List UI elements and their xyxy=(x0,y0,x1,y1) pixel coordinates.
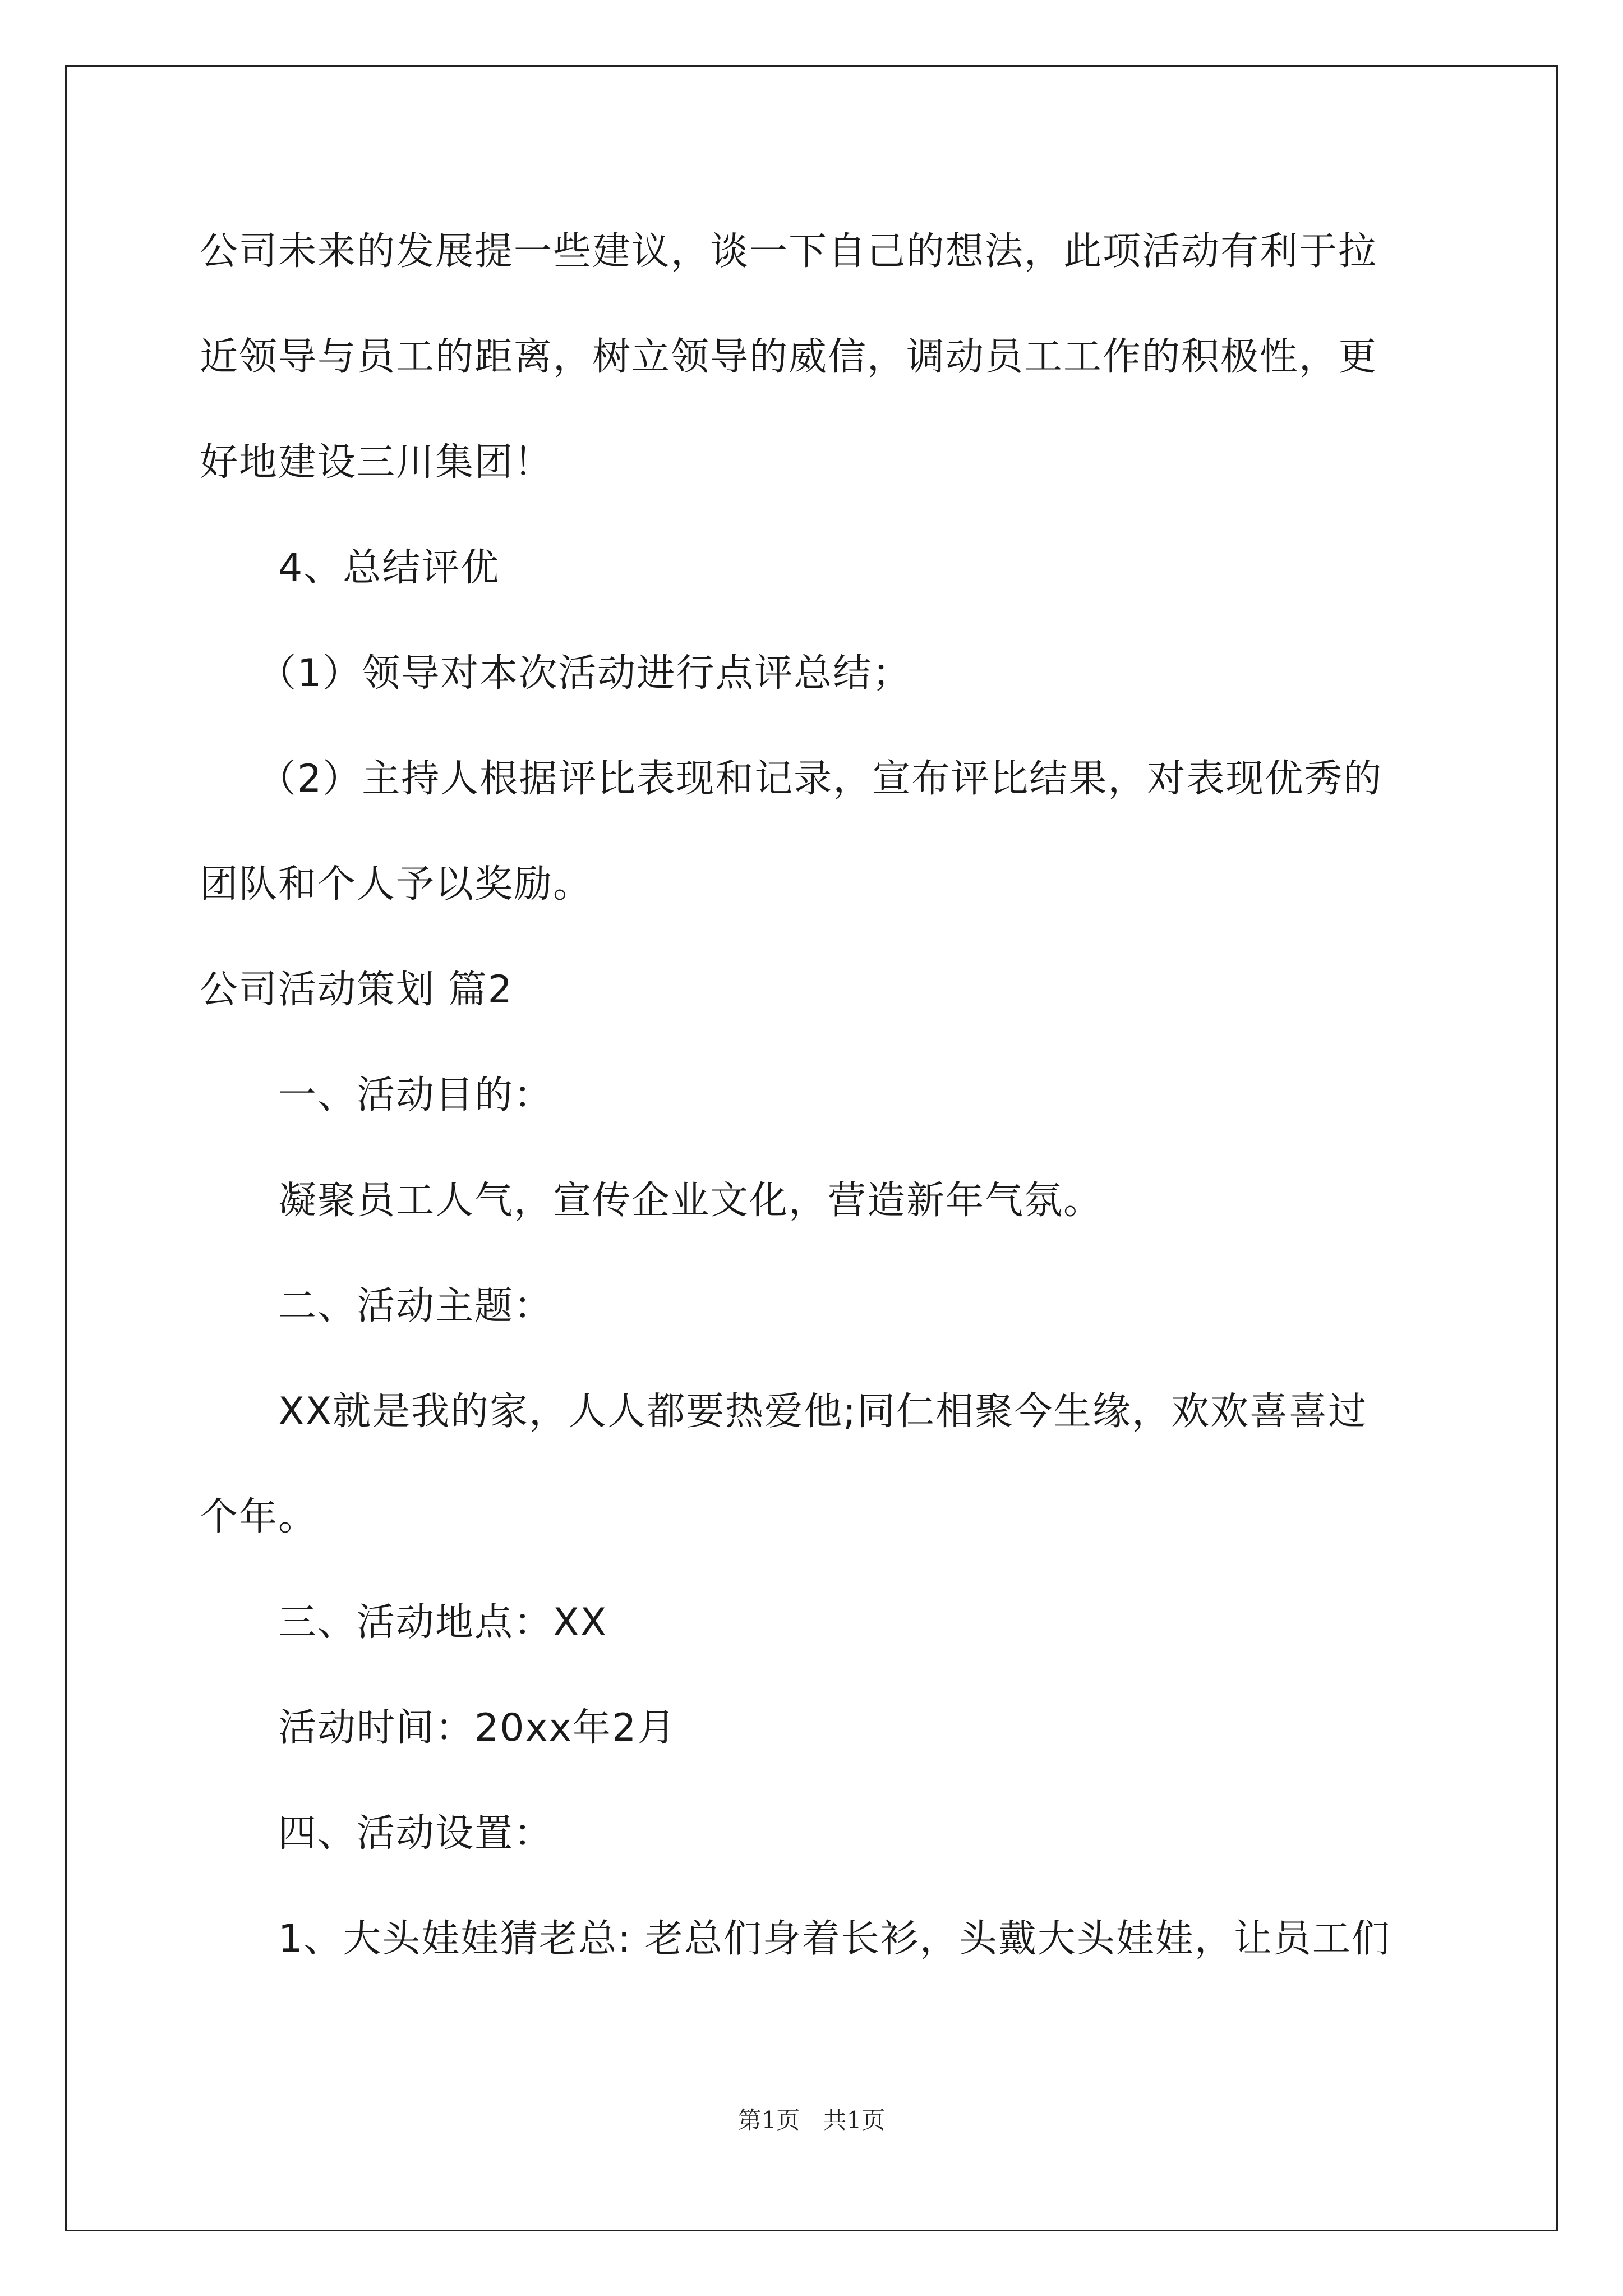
list-item: （2）主持人根据评比表现和记录，宣布评比结果，对表现优秀的 xyxy=(258,757,1383,801)
page-border xyxy=(65,65,1558,2231)
paragraph-line: 近领导与员工的距离，树立领导的威信，调动员工工作的积极性，更 xyxy=(200,335,1378,379)
paragraph-line: 1、大头娃娃猜老总: 老总们身着长衫，头戴大头娃娃，让员工们 xyxy=(278,1917,1391,1961)
paragraph-line: 好地建设三川集团！ xyxy=(200,440,554,485)
paragraph-line: 公司未来的发展提一些建议，谈一下自己的想法，此项活动有利于拉 xyxy=(200,229,1378,274)
paragraph-line: 凝聚员工人气，宣传企业文化，营造新年气氛。 xyxy=(278,1179,1103,1223)
section-heading: 二、活动主题： xyxy=(278,1284,554,1328)
page-number-current: 第1页 xyxy=(737,2106,800,2134)
page-footer xyxy=(0,2105,1623,2136)
section-heading: 四、活动设置： xyxy=(278,1811,554,1856)
page-number-total: 共1页 xyxy=(823,2106,886,2134)
paragraph-line: XX就是我的家，人人都要热爱他;同仁相聚今生缘，欢欢喜喜过 xyxy=(278,1389,1368,1434)
paragraph-line: 活动时间：20xx年2月 xyxy=(278,1706,677,1750)
paragraph-line: 个年。 xyxy=(200,1495,318,1539)
chapter-title: 公司活动策划 篇2 xyxy=(200,968,513,1012)
section-heading: 4、总结评优 xyxy=(278,546,500,590)
paragraph-line: 团队和个人予以奖励。 xyxy=(200,862,593,907)
list-item: （1）领导对本次活动进行点评总结； xyxy=(258,651,912,696)
section-heading: 一、活动目的： xyxy=(278,1073,554,1117)
section-heading: 三、活动地点：XX xyxy=(278,1600,608,1645)
